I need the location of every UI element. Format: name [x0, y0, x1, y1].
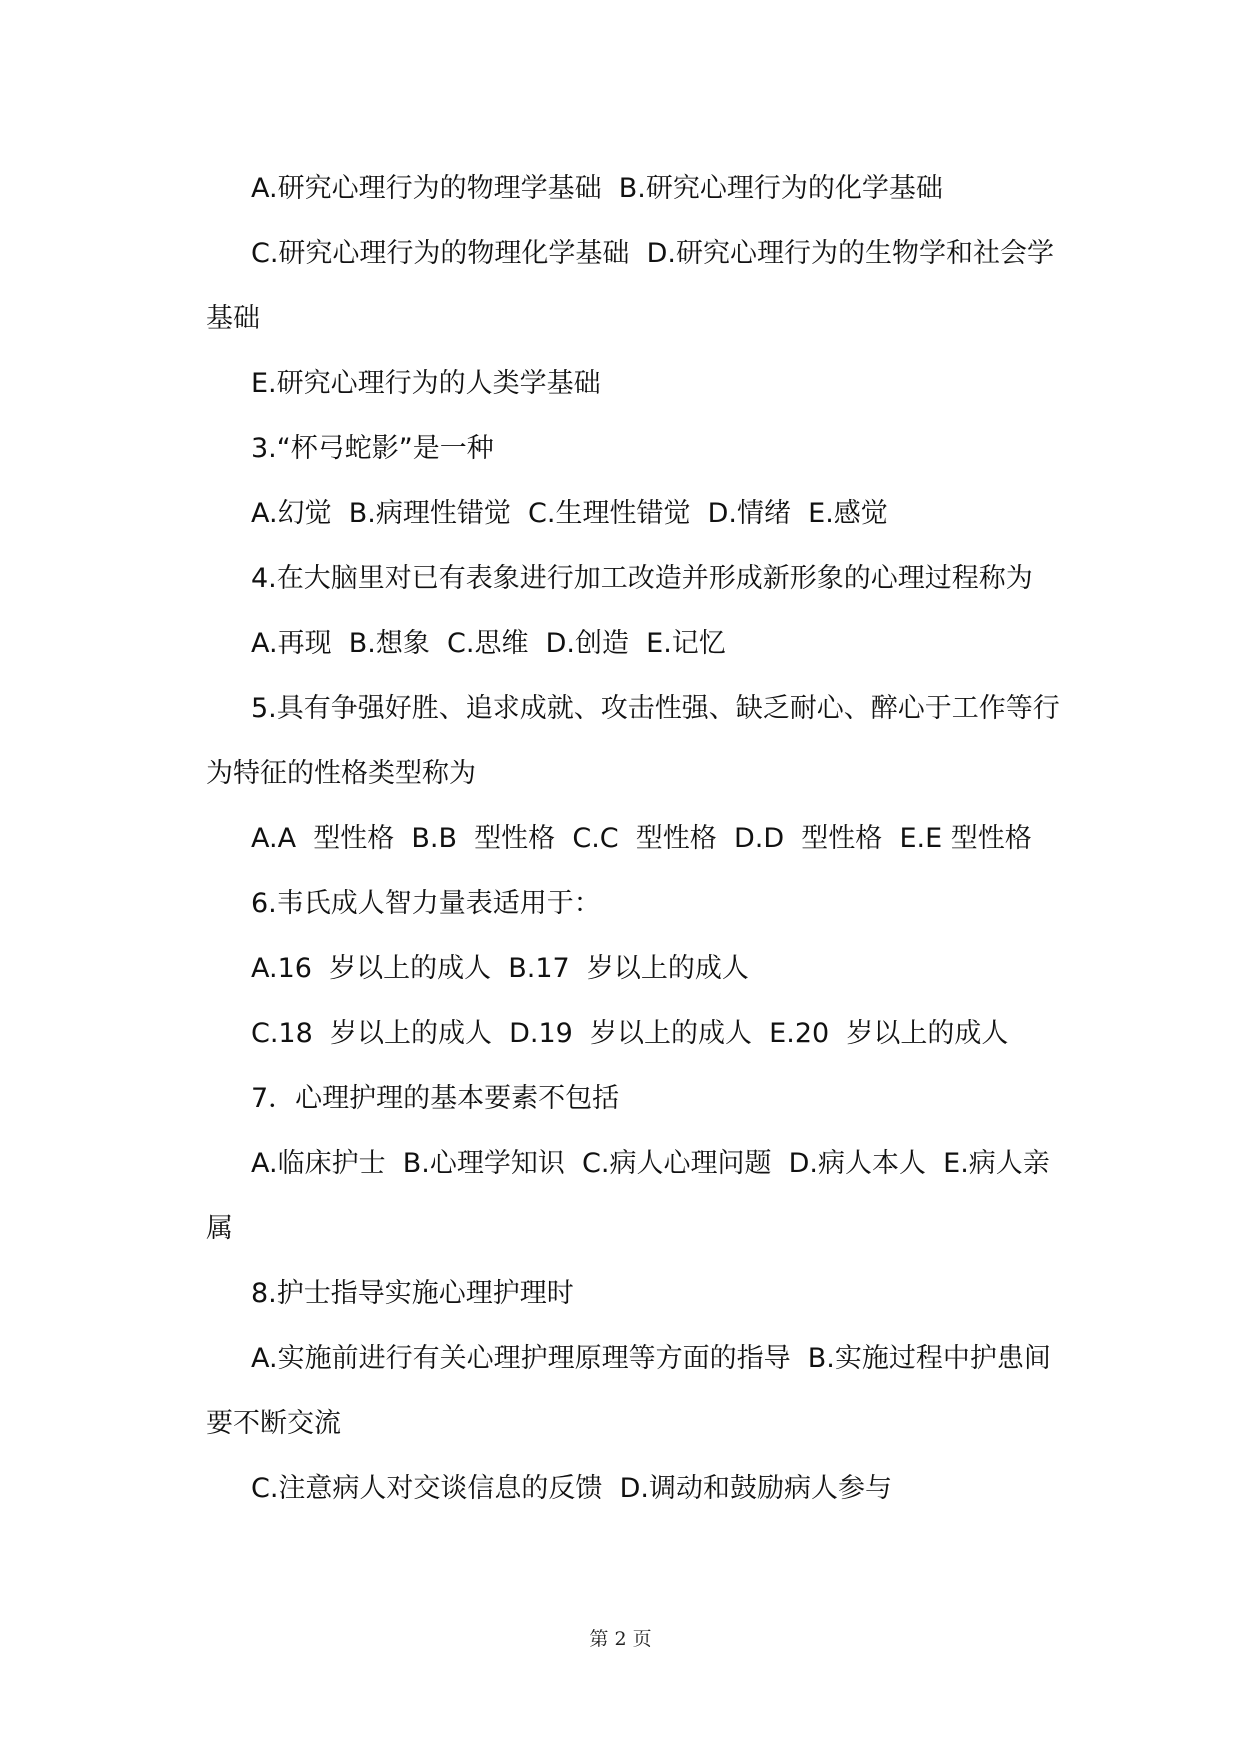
question-6-options: A.16 岁以上的成人 B.17 岁以上的成人: [251, 953, 749, 984]
question-3: 3.“杯弓蛇影”是一种: [251, 433, 494, 464]
question-3-options: A.幻觉 B.病理性错觉 C.生理性错觉 D.情绪 E.感觉: [251, 498, 888, 529]
page-number: 第 2 页: [589, 1628, 652, 1650]
question-7-options: A.临床护士 B.心理学知识 C.病人心理问题 D.病人本人 E.病人亲属: [206, 1148, 1050, 1244]
paragraph: A.研究心理行为的物理学基础 B.研究心理行为的化学基础: [251, 173, 943, 204]
question-8-options: A.实施前进行有关心理护理原理等方面的指导 B.实施过程中护患间要不断交流: [206, 1343, 1051, 1439]
question-7: 7．心理护理的基本要素不包括: [251, 1083, 620, 1114]
question-8-options: C.注意病人对交谈信息的反馈 D.调动和鼓励病人参与: [251, 1473, 892, 1504]
question-8: 8.护士指导实施心理护理时: [251, 1278, 574, 1309]
question-4: 4.在大脑里对已有表象进行加工改造并形成新形象的心理过程称为: [251, 563, 1033, 594]
paragraph: E.研究心理行为的人类学基础: [251, 368, 601, 399]
document-body: [206, 156, 1066, 1521]
question-6: 6.韦氏成人智力量表适用于：: [251, 888, 601, 919]
question-5-options: A.A 型性格 B.B 型性格 C.C 型性格 D.D 型性格 E.E 型性格: [251, 823, 1032, 854]
question-4-options: A.再现 B.想象 C.思维 D.创造 E.记忆: [251, 628, 726, 659]
question-6-options: C.18 岁以上的成人 D.19 岁以上的成人 E.20 岁以上的成人: [251, 1018, 1009, 1049]
question-5: 5.具有争强好胜、追求成就、攻击性强、缺乏耐心、醉心于工作等行为特征的性格类型称为: [206, 693, 1060, 789]
paragraph: C.研究心理行为的物理化学基础 D.研究心理行为的生物学和社会学基础: [206, 238, 1054, 334]
